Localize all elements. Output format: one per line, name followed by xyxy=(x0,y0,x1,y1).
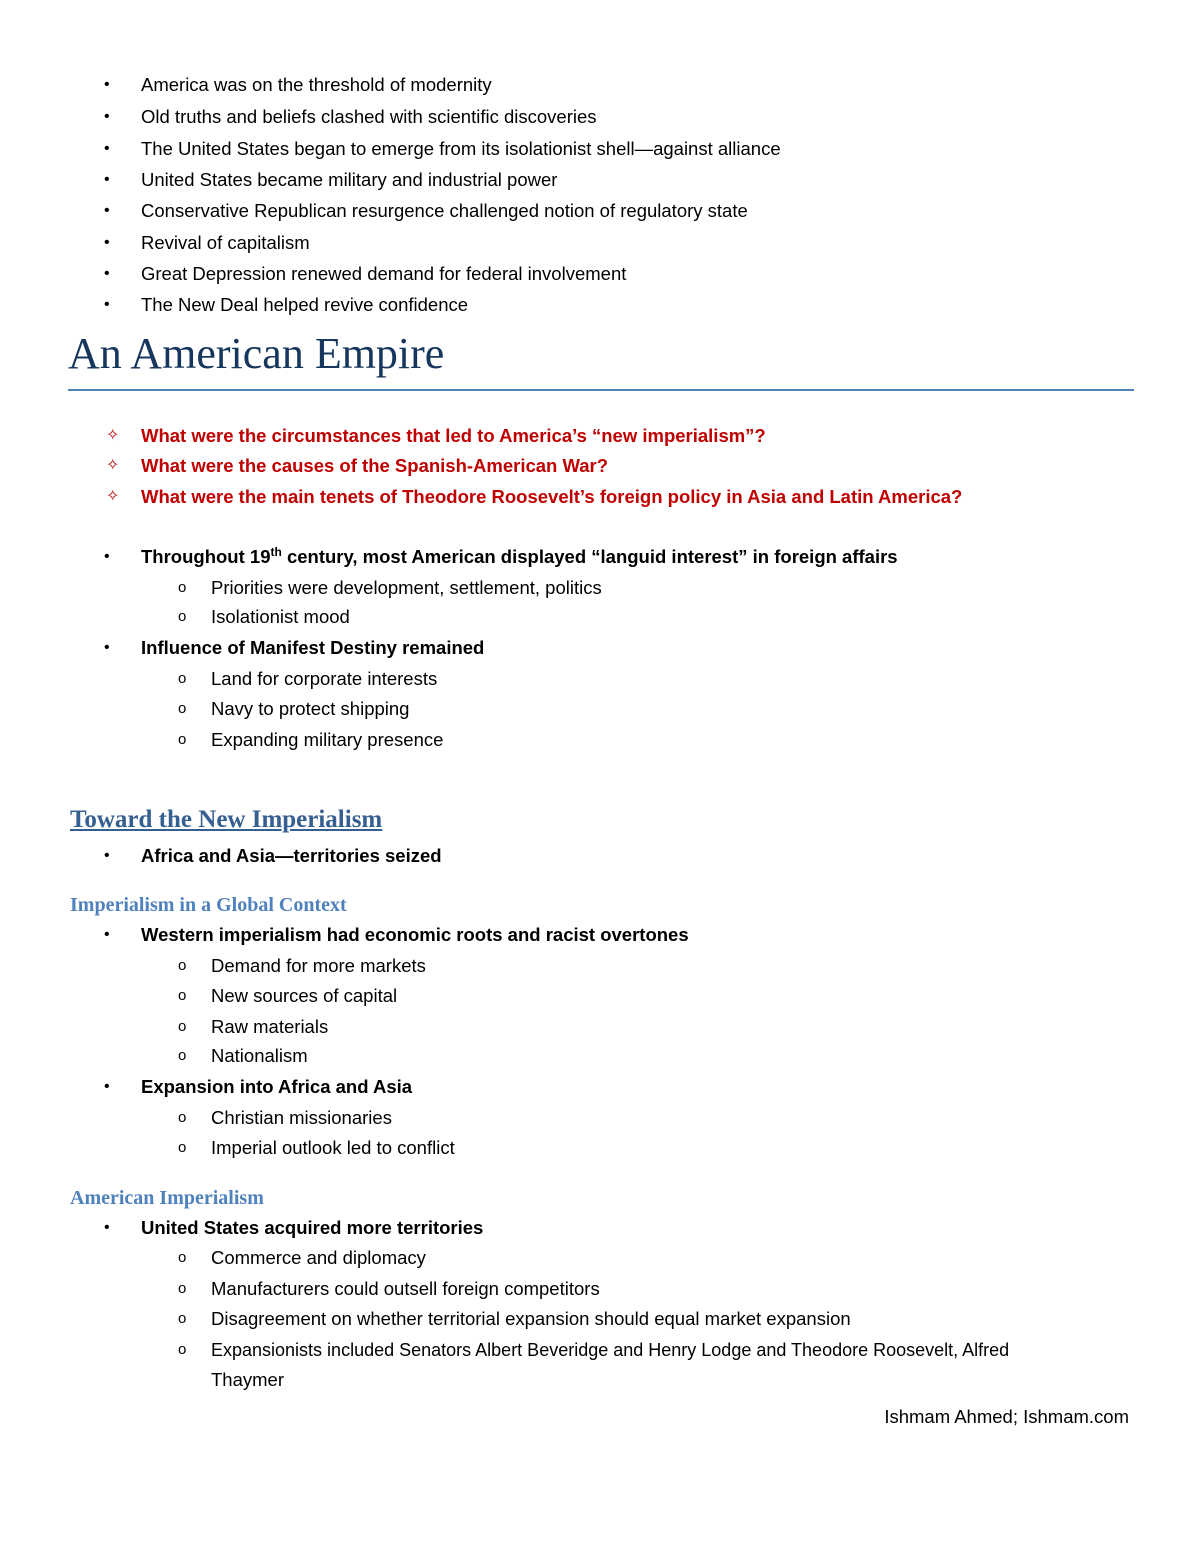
sub-bullet-icon: o xyxy=(178,1249,187,1266)
sub-bullet-icon: o xyxy=(178,1310,187,1327)
sub-list-item: Demand for more markets xyxy=(211,955,426,976)
sub-bullet-icon: o xyxy=(178,987,187,1004)
list-item: The United States began to emerge from its isolationist shell—against alliance xyxy=(141,138,781,159)
bullet-icon: • xyxy=(104,548,110,565)
list-item: Africa and Asia—territories seized xyxy=(141,845,442,866)
bullet-icon: • xyxy=(104,234,110,251)
sub-list-item: Priorities were development, settlement, politics xyxy=(211,577,602,598)
text-segment: century, most American displayed “languid interest” in foreign affairs xyxy=(281,546,898,567)
sub-bullet-icon: o xyxy=(178,1047,187,1064)
sub-bullet-icon: o xyxy=(178,1139,187,1156)
list-item: Influence of Manifest Destiny remained xyxy=(141,637,485,658)
sub-bullet-icon: o xyxy=(178,1018,187,1035)
bullet-icon: • xyxy=(104,202,110,219)
list-item: America was on the threshold of modernity xyxy=(141,74,492,95)
sub-list-item: Expanding military presence xyxy=(211,729,444,750)
sub-list-item: Commerce and diplomacy xyxy=(211,1247,426,1268)
sub-bullet-icon: o xyxy=(178,1109,187,1126)
list-item: Revival of capitalism xyxy=(141,232,310,253)
bullet-icon: • xyxy=(104,265,110,282)
sub-bullet-icon: o xyxy=(178,670,187,687)
question-item: What were the main tenets of Theodore Roosevelt’s foreign policy in Asia and Latin America? xyxy=(141,486,963,507)
list-item: The New Deal helped revive confidence xyxy=(141,294,469,315)
sub-list-item: Raw materials xyxy=(211,1016,329,1037)
bullet-icon: • xyxy=(104,296,110,313)
bullet-icon: • xyxy=(104,926,110,943)
bullet-icon: • xyxy=(104,1219,110,1236)
sub-list-item: Nationalism xyxy=(211,1045,308,1066)
sub-list-item: Isolationist mood xyxy=(211,606,350,627)
subsection-heading: American Imperialism xyxy=(70,1187,264,1209)
section-heading: Toward the New Imperialism xyxy=(70,806,383,833)
page-title: An American Empire xyxy=(68,329,445,378)
question-item: What were the circumstances that led to America’s “new imperialism”? xyxy=(141,425,766,446)
sub-list-item-continued: Thaymer xyxy=(211,1369,284,1390)
sub-list-item: Expansionists included Senators Albert Beveridge and Henry Lodge and Theodore Roosevelt, Alfred xyxy=(211,1340,1010,1360)
diamond-bullet-icon: ✧ xyxy=(106,457,120,474)
sub-list-item: Christian missionaries xyxy=(211,1107,392,1128)
sub-bullet-icon: o xyxy=(178,608,187,625)
sub-bullet-icon: o xyxy=(178,731,187,748)
list-item: Great Depression renewed demand for federal involvement xyxy=(141,263,627,284)
list-item: Old truths and beliefs clashed with scientific discoveries xyxy=(141,106,597,127)
sub-bullet-icon: o xyxy=(178,700,187,717)
text-segment: Throughout 19 xyxy=(141,546,271,567)
bullet-icon: • xyxy=(104,1078,110,1095)
bullet-icon: • xyxy=(104,140,110,157)
sub-bullet-icon: o xyxy=(178,579,187,596)
list-item: Conservative Republican resurgence challenged notion of regulatory state xyxy=(141,200,748,221)
sub-list-item: Imperial outlook led to conflict xyxy=(211,1137,455,1158)
sub-bullet-icon: o xyxy=(178,1341,187,1358)
bullet-icon: • xyxy=(104,639,110,656)
sub-list-item: Disagreement on whether territorial expansion should equal market expansion xyxy=(211,1308,851,1329)
list-item: Western imperialism had economic roots and racist overtones xyxy=(141,924,689,945)
sub-list-item: Navy to protect shipping xyxy=(211,698,410,719)
sub-list-item: New sources of capital xyxy=(211,985,398,1006)
footer-credit: Ishmam Ahmed; Ishmam.com xyxy=(884,1406,1129,1427)
superscript: th xyxy=(270,544,282,559)
diamond-bullet-icon: ✧ xyxy=(106,427,120,444)
list-item: Expansion into Africa and Asia xyxy=(141,1076,413,1097)
list-item xyxy=(141,545,898,569)
subsection-heading: Imperialism in a Global Context xyxy=(70,894,347,916)
sub-list-item: Manufacturers could outsell foreign competitors xyxy=(211,1278,600,1299)
bullet-icon: • xyxy=(104,76,110,93)
diamond-bullet-icon: ✧ xyxy=(106,488,120,505)
sub-bullet-icon: o xyxy=(178,957,187,974)
title-divider xyxy=(68,389,1134,391)
sub-list-item: Land for corporate interests xyxy=(211,668,438,689)
bullet-icon: • xyxy=(104,108,110,125)
list-item: United States acquired more territories xyxy=(141,1217,484,1238)
question-item: What were the causes of the Spanish-American War? xyxy=(141,455,609,476)
bullet-icon: • xyxy=(104,847,110,864)
sub-bullet-icon: o xyxy=(178,1280,187,1297)
list-item: United States became military and industrial power xyxy=(141,169,558,190)
bullet-icon: • xyxy=(104,171,110,188)
